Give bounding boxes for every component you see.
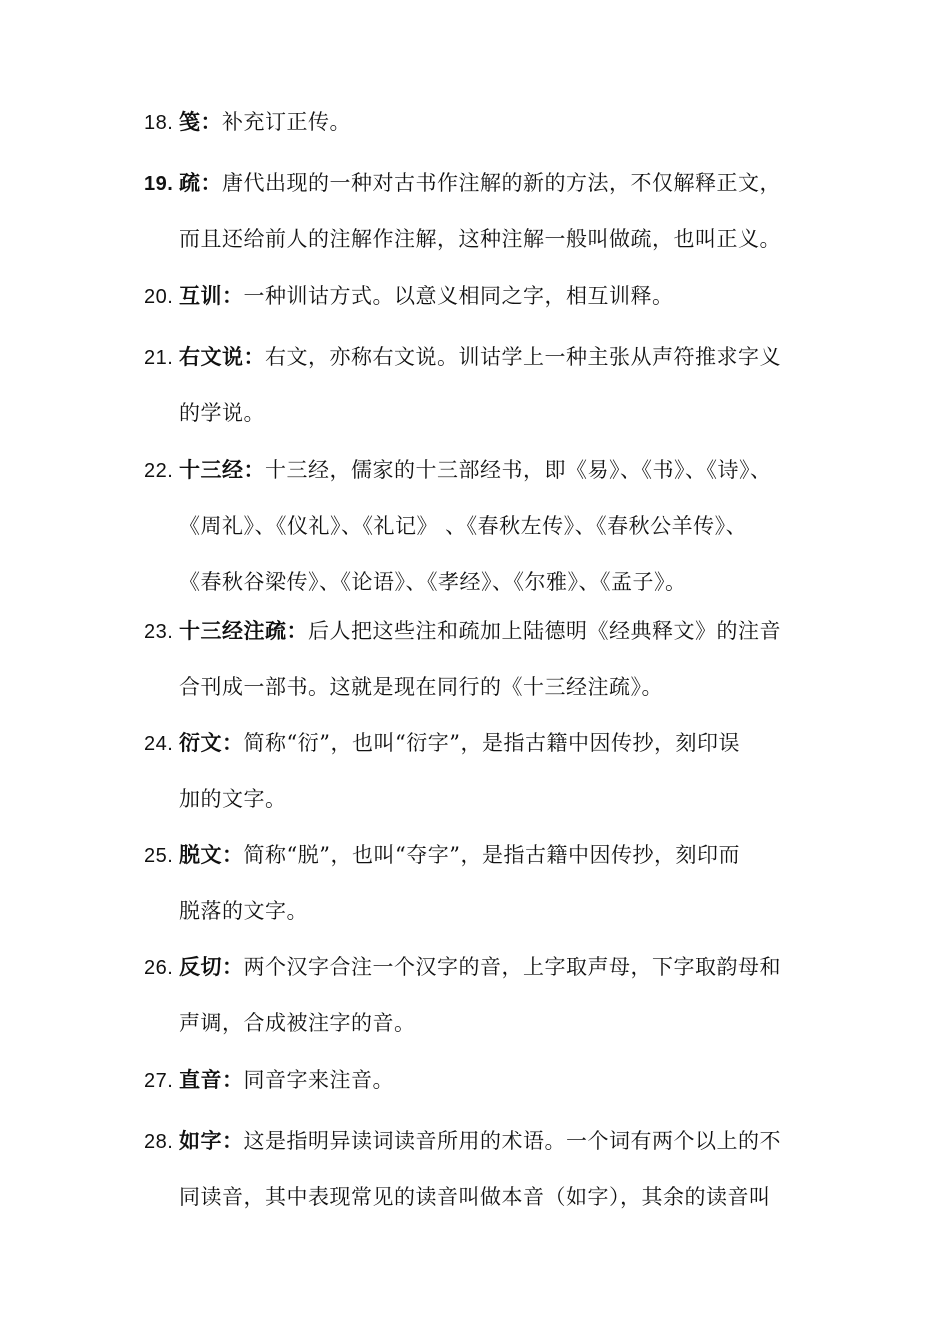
term-separator: ： [222, 1068, 244, 1092]
entry-term: 十三经注疏 [179, 619, 287, 643]
entry-19 [144, 155, 814, 267]
entry-continuation-line: 声调，合成被注字的音。 [179, 1011, 416, 1035]
entry-22 [144, 442, 814, 610]
entry-number: 25. [144, 845, 174, 867]
entry-number: 28. [144, 1131, 174, 1153]
entry-25 [144, 827, 814, 939]
entry-continuation-line: 同读音，其中表现常见的读音叫做本音（如字），其余的读音叫 [179, 1185, 771, 1209]
term-separator: ： [200, 110, 222, 134]
term-separator: ： [222, 1129, 244, 1153]
entry-term: 直音 [179, 1068, 222, 1092]
entry-number: 21. [144, 347, 174, 369]
entry-continuation-line: 《春秋谷梁传》、《论语》、《孝经》、《尔雅》、《孟子》。 [179, 570, 687, 594]
term-separator: ： [222, 731, 244, 755]
entry-continuation-line: 合刊成一部书。这就是现在同行的《十三经注疏》。 [179, 675, 663, 699]
entry-continuation-line: 的学说。 [179, 401, 265, 425]
entry-28 [144, 1113, 814, 1225]
entry-text: 简称“衍”，也叫“衍字”，是指古籍中因传抄，刻印误 [243, 731, 740, 755]
entry-20 [144, 268, 814, 324]
entry-line [144, 94, 814, 150]
entry-line [144, 268, 814, 324]
term-separator: ： [243, 458, 265, 482]
term-separator: ： [286, 619, 308, 643]
entry-text: 这是指明异读词读音所用的术语。一个词有两个以上的不 [243, 1129, 781, 1153]
term-separator: ： [243, 345, 265, 369]
entry-line [144, 827, 814, 883]
entry-term: 互训 [179, 284, 222, 308]
entry-number: 27. [144, 1070, 174, 1092]
entry-line [144, 1052, 814, 1108]
entry-continuation-line: 加的文字。 [179, 787, 287, 811]
entry-text: 唐代出现的一种对古书作注解的新的方法，不仅解释正文， [222, 171, 781, 195]
entry-text: 右文，亦称右文说。训诂学上一种主张从声符推求字义 [265, 345, 781, 369]
entry-21 [144, 329, 814, 441]
entry-text: 后人把这些注和疏加上陆德明《经典释文》的注音 [308, 619, 781, 643]
entry-18 [144, 94, 814, 150]
term-separator: ： [222, 284, 244, 308]
entry-line [144, 603, 814, 659]
entry-text: 两个汉字合注一个汉字的音，上字取声母，下字取韵母和 [243, 955, 781, 979]
entry-text: 同音字来注音。 [243, 1068, 394, 1092]
entry-text: 补充订正传。 [222, 110, 351, 134]
entry-line [144, 329, 814, 385]
entry-line [144, 939, 814, 995]
entry-text: 十三经，儒家的十三部经书，即《易》、《书》、《诗》、 [265, 458, 772, 482]
entry-term: 脱文 [179, 843, 222, 867]
entry-term: 笺 [179, 110, 201, 134]
entry-27 [144, 1052, 814, 1108]
entry-text: 一种训诂方式。以意义相同之字，相互训释。 [243, 284, 674, 308]
entry-term: 疏 [179, 171, 201, 195]
entry-term: 反切 [179, 955, 222, 979]
term-separator: ： [200, 171, 222, 195]
entry-23 [144, 603, 814, 715]
entry-line [144, 715, 814, 771]
entry-text: 简称“脱”，也叫“夺字”，是指古籍中因传抄，刻印而 [243, 843, 740, 867]
entry-24 [144, 715, 814, 827]
term-separator: ： [222, 955, 244, 979]
entry-continuation-line: 而且还给前人的注解作注解，这种注解一般叫做疏，也叫正义。 [179, 227, 781, 251]
entry-number: 26. [144, 957, 174, 979]
entry-term: 十三经 [179, 458, 244, 482]
entry-continuation-line: 脱落的文字。 [179, 899, 308, 923]
entry-line [144, 442, 814, 498]
term-separator: ： [222, 843, 244, 867]
entry-term: 如字 [179, 1129, 222, 1153]
entry-number: 19. [144, 173, 174, 195]
entry-line [144, 1113, 814, 1169]
entry-number: 24. [144, 733, 174, 755]
entry-number: 23. [144, 621, 174, 643]
entry-26 [144, 939, 814, 1051]
entry-continuation-line: 《周礼》、《仪礼》、《礼记》 、《春秋左传》、《春秋公羊传》、 [179, 514, 748, 538]
entry-number: 20. [144, 286, 174, 308]
entry-term: 右文说 [179, 345, 244, 369]
entry-number: 22. [144, 460, 174, 482]
entry-line [144, 155, 814, 211]
entry-term: 衍文 [179, 731, 222, 755]
entry-number: 18. [144, 112, 174, 134]
